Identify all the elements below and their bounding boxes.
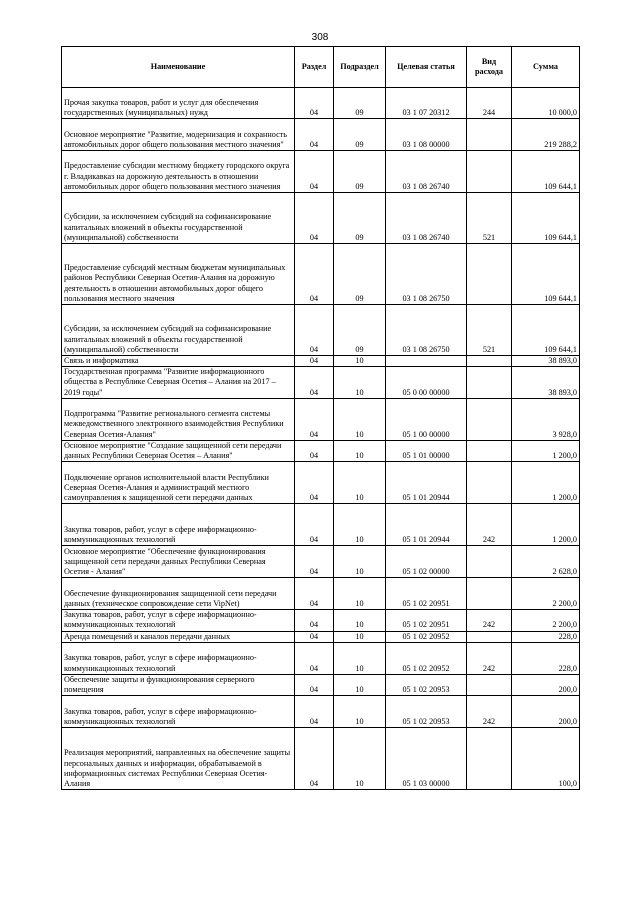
- cell-podrazdel: 10: [334, 367, 386, 399]
- cell-vid: 244: [467, 88, 512, 119]
- cell-statya: 05 1 02 20951: [386, 578, 467, 610]
- cell-name: Субсидии, за исключением субсидий на софинансирование капитальных вложений в объекты государственной (муниципальной) собственности: [62, 193, 295, 244]
- table-row: [62, 193, 580, 244]
- cell-summa: 2 200,0: [512, 578, 580, 610]
- cell-vid: [467, 578, 512, 610]
- cell-summa: 3 928,0: [512, 398, 580, 440]
- cell-vid: [467, 462, 512, 504]
- cell-statya: 05 1 01 20944: [386, 462, 467, 504]
- cell-name: Предоставление субсидий местным бюджетам муниципальных районов Республики Северная Осетия-Алания на дорожную деятельность в отношении автомобильных дорог общего пользования местного значения: [62, 244, 295, 305]
- cell-statya: 03 1 08 26740: [386, 151, 467, 193]
- cell-name: Подключение органов исполнительной власти Республики Северная Осетия-Алания и администраций местного самоуправления к защищенной сети передачи данных: [62, 462, 295, 504]
- cell-vid: [467, 674, 512, 695]
- table-row: [62, 356, 580, 367]
- cell-vid: 242: [467, 696, 512, 728]
- cell-podrazdel: 10: [334, 578, 386, 610]
- cell-name: Субсидии, за исключением субсидий на софинансирование капитальных вложений в объекты государственной (муниципальной) собственности: [62, 305, 295, 356]
- cell-vid: [467, 367, 512, 399]
- cell-razdel: 04: [295, 696, 334, 728]
- cell-summa: 200,0: [512, 674, 580, 695]
- cell-statya: 05 1 02 20952: [386, 631, 467, 642]
- cell-summa: 1 200,0: [512, 440, 580, 461]
- cell-vid: [467, 440, 512, 461]
- budget-table: [61, 46, 580, 790]
- cell-podrazdel: 10: [334, 462, 386, 504]
- cell-statya: 03 1 08 26740: [386, 193, 467, 244]
- cell-razdel: 04: [295, 88, 334, 119]
- cell-razdel: 04: [295, 151, 334, 193]
- cell-razdel: 04: [295, 305, 334, 356]
- cell-summa: 2 628,0: [512, 546, 580, 578]
- cell-statya: 05 1 02 20953: [386, 674, 467, 695]
- cell-podrazdel: 10: [334, 642, 386, 674]
- cell-podrazdel: 09: [334, 151, 386, 193]
- cell-statya: 05 1 02 20953: [386, 696, 467, 728]
- cell-summa: 2 200,0: [512, 610, 580, 631]
- cell-summa: 10 000,0: [512, 88, 580, 119]
- cell-podrazdel: 09: [334, 244, 386, 305]
- cell-summa: 219 288,2: [512, 119, 580, 151]
- cell-podrazdel: 10: [334, 610, 386, 631]
- cell-statya: 05 1 01 00000: [386, 440, 467, 461]
- cell-vid: [467, 151, 512, 193]
- cell-razdel: 04: [295, 119, 334, 151]
- header-vid: Вид расхода: [467, 47, 512, 88]
- cell-summa: 228,0: [512, 631, 580, 642]
- cell-statya: 03 1 08 26750: [386, 244, 467, 305]
- cell-summa: 200,0: [512, 696, 580, 728]
- cell-podrazdel: 10: [334, 728, 386, 790]
- table-row: [62, 696, 580, 728]
- cell-vid: [467, 631, 512, 642]
- table-row: [62, 151, 580, 193]
- cell-name: Закупка товаров, работ, услуг в сфере информационно-коммуникационных технологий: [62, 642, 295, 674]
- table-row: [62, 244, 580, 305]
- table-row: [62, 504, 580, 546]
- cell-podrazdel: 10: [334, 356, 386, 367]
- cell-vid: [467, 119, 512, 151]
- cell-podrazdel: 09: [334, 193, 386, 244]
- cell-razdel: 04: [295, 631, 334, 642]
- cell-name: Государственная программа "Развитие информационного общества в Республике Северная Осетия – Алания на 2017 – 2019 годы": [62, 367, 295, 399]
- cell-summa: 109 644,1: [512, 151, 580, 193]
- cell-razdel: 04: [295, 578, 334, 610]
- cell-name: Подпрограмма "Развитие регионального сегмента системы межведомственного электронного взаимодействия Республики Северная Осетия-Алания": [62, 398, 295, 440]
- cell-vid: [467, 356, 512, 367]
- table-row: [62, 462, 580, 504]
- cell-podrazdel: 10: [334, 440, 386, 461]
- cell-vid: 242: [467, 610, 512, 631]
- header-podrazdel: Подраздел: [334, 47, 386, 88]
- cell-podrazdel: 09: [334, 305, 386, 356]
- cell-statya: 05 1 03 00000: [386, 728, 467, 790]
- cell-name: Обеспечение функционирования защищенной сети передачи данных (техническое сопровождение сети VipNet): [62, 578, 295, 610]
- table-row: [62, 610, 580, 631]
- cell-vid: 242: [467, 642, 512, 674]
- cell-statya: 05 1 00 00000: [386, 398, 467, 440]
- cell-razdel: 04: [295, 462, 334, 504]
- table-row: [62, 398, 580, 440]
- cell-statya: 05 1 02 00000: [386, 546, 467, 578]
- cell-statya: 05 0 00 00000: [386, 367, 467, 399]
- cell-name: Основное мероприятие "Обеспечение функционирования защищенной сети передачи данных Республики Северная Осетия - Алания": [62, 546, 295, 578]
- cell-podrazdel: 10: [334, 504, 386, 546]
- cell-vid: 521: [467, 305, 512, 356]
- table-row: [62, 674, 580, 695]
- table-row: [62, 631, 580, 642]
- cell-statya: 05 1 02 20952: [386, 642, 467, 674]
- cell-statya: 03 1 08 26750: [386, 305, 467, 356]
- cell-name: Закупка товаров, работ, услуг в сфере информационно-коммуникационных технологий: [62, 504, 295, 546]
- cell-razdel: 04: [295, 674, 334, 695]
- cell-name: Прочая закупка товаров, работ и услуг для обеспечения государственных (муниципальных) нужд: [62, 88, 295, 119]
- cell-podrazdel: 10: [334, 696, 386, 728]
- table-row: [62, 119, 580, 151]
- table-row: [62, 728, 580, 790]
- cell-name: Обеспечение защиты и функционирования серверного помещения: [62, 674, 295, 695]
- cell-podrazdel: 10: [334, 546, 386, 578]
- table-row: [62, 546, 580, 578]
- cell-statya: 03 1 08 00000: [386, 119, 467, 151]
- table-row: [62, 88, 580, 119]
- cell-statya: [386, 356, 467, 367]
- cell-vid: 242: [467, 504, 512, 546]
- cell-vid: [467, 546, 512, 578]
- cell-statya: 05 1 01 20944: [386, 504, 467, 546]
- table-row: [62, 642, 580, 674]
- cell-razdel: 04: [295, 193, 334, 244]
- cell-summa: 228,0: [512, 642, 580, 674]
- cell-razdel: 04: [295, 440, 334, 461]
- table-row: [62, 578, 580, 610]
- cell-summa: 1 200,0: [512, 504, 580, 546]
- cell-razdel: 04: [295, 728, 334, 790]
- cell-name: Закупка товаров, работ, услуг в сфере информационно-коммуникационных технологий: [62, 610, 295, 631]
- page-number: 308: [311, 32, 329, 43]
- table-body: [62, 88, 580, 790]
- cell-razdel: 04: [295, 244, 334, 305]
- cell-razdel: 04: [295, 610, 334, 631]
- cell-summa: 1 200,0: [512, 462, 580, 504]
- cell-podrazdel: 09: [334, 119, 386, 151]
- cell-razdel: 04: [295, 398, 334, 440]
- cell-vid: [467, 244, 512, 305]
- cell-summa: 109 644,1: [512, 193, 580, 244]
- table-row: [62, 440, 580, 461]
- cell-name: Связь и информатика: [62, 356, 295, 367]
- table-header-row: [62, 47, 580, 88]
- cell-razdel: 04: [295, 504, 334, 546]
- cell-statya: 03 1 07 20312: [386, 88, 467, 119]
- cell-name: Реализация мероприятий, направленных на обеспечение защиты персональных данных и информации, обрабатываемой в информационных системах Республики Северная Осетия-Алания: [62, 728, 295, 790]
- cell-name: Предоставление субсидии местному бюджету городского округа г. Владикавказ на дорожную деятельность в отношении автомобильных дорог общего пользования местного значения: [62, 151, 295, 193]
- header-name: Наименование: [62, 47, 295, 88]
- cell-name: Аренда помещений и каналов передачи данных: [62, 631, 295, 642]
- cell-vid: 521: [467, 193, 512, 244]
- cell-summa: 38 893,0: [512, 356, 580, 367]
- cell-name: Основное мероприятие "Создание защищенной сети передачи данных Республики Северная Осетия – Алания": [62, 440, 295, 461]
- cell-summa: 38 893,0: [512, 367, 580, 399]
- header-razdel: Раздел: [295, 47, 334, 88]
- cell-vid: [467, 728, 512, 790]
- cell-podrazdel: 10: [334, 631, 386, 642]
- cell-podrazdel: 09: [334, 88, 386, 119]
- cell-summa: 100,0: [512, 728, 580, 790]
- cell-statya: 05 1 02 20951: [386, 610, 467, 631]
- cell-name: Закупка товаров, работ, услуг в сфере информационно-коммуникационных технологий: [62, 696, 295, 728]
- header-summa: Сумма: [512, 47, 580, 88]
- cell-razdel: 04: [295, 642, 334, 674]
- table-row: [62, 367, 580, 399]
- cell-name: Основное мероприятие "Развитие, модернизация и сохранность автомобильных дорог общего пользования местного значения": [62, 119, 295, 151]
- cell-podrazdel: 10: [334, 398, 386, 440]
- cell-razdel: 04: [295, 546, 334, 578]
- cell-razdel: 04: [295, 356, 334, 367]
- header-statya: Целевая статья: [386, 47, 467, 88]
- cell-razdel: 04: [295, 367, 334, 399]
- cell-vid: [467, 398, 512, 440]
- cell-podrazdel: 10: [334, 674, 386, 695]
- table-row: [62, 305, 580, 356]
- cell-summa: 109 644,1: [512, 305, 580, 356]
- cell-summa: 109 644,1: [512, 244, 580, 305]
